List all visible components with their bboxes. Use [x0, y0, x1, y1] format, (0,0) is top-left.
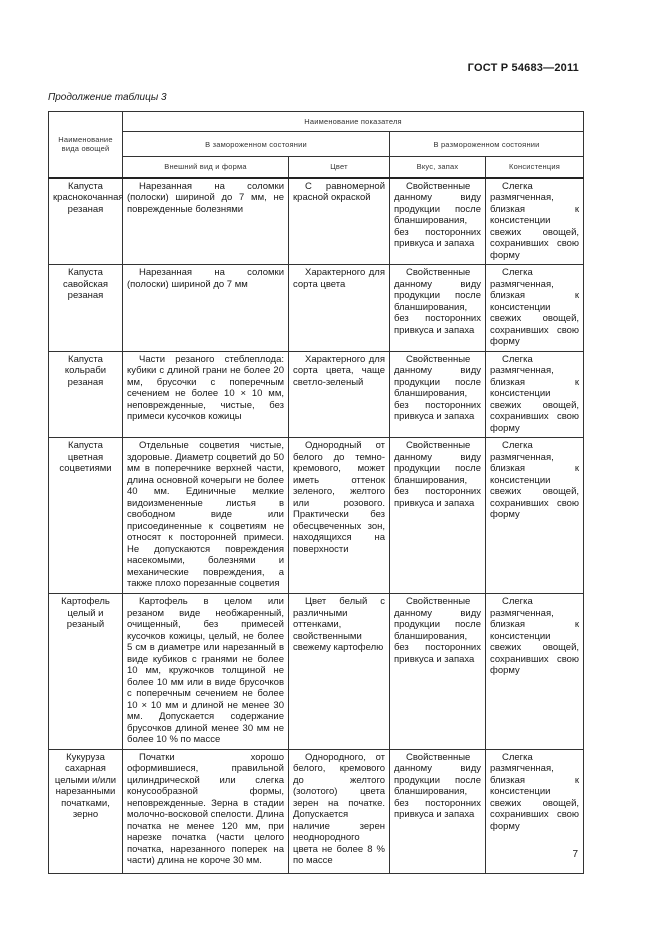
header-thawed-state: В размороженном состоянии: [390, 132, 584, 157]
appearance-cell: Картофель в целом или резаном виде необжаренный, очищенный, без примесей кусочков кожицы, целый, не более 5 см в диаметре или нарезанный в виде кубиков с гранями не более 10 мм, кружочков толщиной не более 10 мм или в виде брусочков с поперечным сечением не более 10 × 10 мм и длиной не менее 30 мм. Допускается содержание брусочков длиной менее 30 мм не более 10 % по массе: [123, 594, 289, 750]
veg-name-cell: Капуста кольраби резаная: [49, 351, 123, 438]
veg-name-cell: Капуста цветная соцветиями: [49, 438, 123, 594]
appearance-cell: Отдельные соцветия чистые, здоровые. Диаметр соцветий до 50 мм в поперечнике верхней части, длина основной кочерыги не более 40 мм. Единичные мелкие видоизмененные листья в свободном виде или присоединенные к соцветиям не относят к посторонней примеси. Не допускаются повреждения насекомыми, болезнями и механические повреждения, а также плохо порезанные соцветия: [123, 438, 289, 594]
consistency-cell: Слегка размягченная, близкая к консистенции свежих овощей, сохранивших свою форму: [486, 749, 584, 873]
taste-cell: Свойственные данному виду продукции после бланширования, без посторонних привкуса и запаха: [390, 265, 486, 352]
color-cell: Однородный от белого до темно-кремового, может иметь оттенок зеленого, желтого или розового. Практически без обесцвеченных зон, находящихся на поверхности: [289, 438, 390, 594]
veg-name-cell: Капуста краснокочанная резаная: [49, 178, 123, 265]
vegetables-quality-table: [48, 111, 584, 874]
appearance-cell: Нарезанная на соломки (полоски) шириной до 7 мм, не поврежденные болезнями: [123, 178, 289, 265]
table-row: [49, 265, 584, 352]
taste-cell: Свойственные данному виду продукции после бланширования, без посторонних привкуса и запаха: [390, 749, 486, 873]
consistency-cell: Слегка размягченная, близкая к консистенции свежих овощей, сохранивших свою форму: [486, 178, 584, 265]
appearance-cell: Части резаного стеблеплода: кубики с длиной грани не более 20 мм, брусочки с поперечным сечением не более 10 × 10 мм, неповрежденные, чистые, без примеси кусочков кожицы: [123, 351, 289, 438]
color-cell: Характерного для сорта цвета: [289, 265, 390, 352]
header-appearance: Внешний вид и форма: [123, 157, 289, 178]
table-row: [49, 438, 584, 594]
consistency-cell: Слегка размягченная, близкая к консистенции свежих овощей, сохранивших свою форму: [486, 438, 584, 594]
header-consistency: Консистенция: [486, 157, 584, 178]
header-veg-name: Наименование вида овощей: [49, 112, 123, 178]
taste-cell: Свойственные данному виду продукции после бланширования, без посторонних привкуса и запаха: [390, 178, 486, 265]
table-continuation-label: Продолжение таблицы 3: [48, 92, 167, 103]
table-row: [49, 351, 584, 438]
color-cell: Цвет белый с различными оттенками, свойственными свежему картофелю: [289, 594, 390, 750]
appearance-cell: Початки хорошо оформившиеся, правильной цилиндрической или слегка конусообразной формы, неповрежденные. Зерна в стадии молочно-восковой спелости. Длина початка не менее 120 мм, при нарезке початка (части целого початка, нарезанного поперек на части) длина не короче 30 мм.: [123, 749, 289, 873]
consistency-cell: Слегка размягченная, близкая к консистенции свежих овощей, сохранивших свою форму: [486, 351, 584, 438]
veg-name-cell: Кукуруза сахарная целыми и/или нарезанными початками, зерно: [49, 749, 123, 873]
veg-name-cell: Капуста савойская резаная: [49, 265, 123, 352]
document-code: ГОСТ Р 54683—2011: [467, 62, 579, 74]
table-row: [49, 594, 584, 750]
consistency-cell: Слегка размягченная, близкая к консистенции свежих овощей, сохранивших свою форму: [486, 594, 584, 750]
color-cell: С равномерной красной окраской: [289, 178, 390, 265]
taste-cell: Свойственные данному виду продукции после бланширования, без посторонних привкуса и запаха: [390, 594, 486, 750]
taste-cell: Свойственные данному виду продукции после бланширования, без посторонних привкуса и запаха: [390, 438, 486, 594]
header-indicator-name: Наименование показателя: [123, 112, 584, 132]
consistency-cell: Слегка размягченная, близкая к консистенции свежих овощей, сохранивших свою форму: [486, 265, 584, 352]
table-row: [49, 749, 584, 873]
header-color: Цвет: [289, 157, 390, 178]
veg-name-cell: Картофель целый и резаный: [49, 594, 123, 750]
page-number: 7: [572, 849, 578, 860]
header-frozen-state: В замороженном состоянии: [123, 132, 390, 157]
header-taste: Вкус, запах: [390, 157, 486, 178]
taste-cell: Свойственные данному виду продукции после бланширования, без посторонних привкуса и запаха: [390, 351, 486, 438]
color-cell: Однородного, от белого, кремового до желтого (золотого) цвета зерен на початке. Допускается наличие зерен неоднородного цвета не более 8 % по массе: [289, 749, 390, 873]
color-cell: Характерного для сорта цвета, чаще светло-зеленый: [289, 351, 390, 438]
appearance-cell: Нарезанная на соломки (полоски) шириной до 7 мм: [123, 265, 289, 352]
table-row: [49, 178, 584, 265]
